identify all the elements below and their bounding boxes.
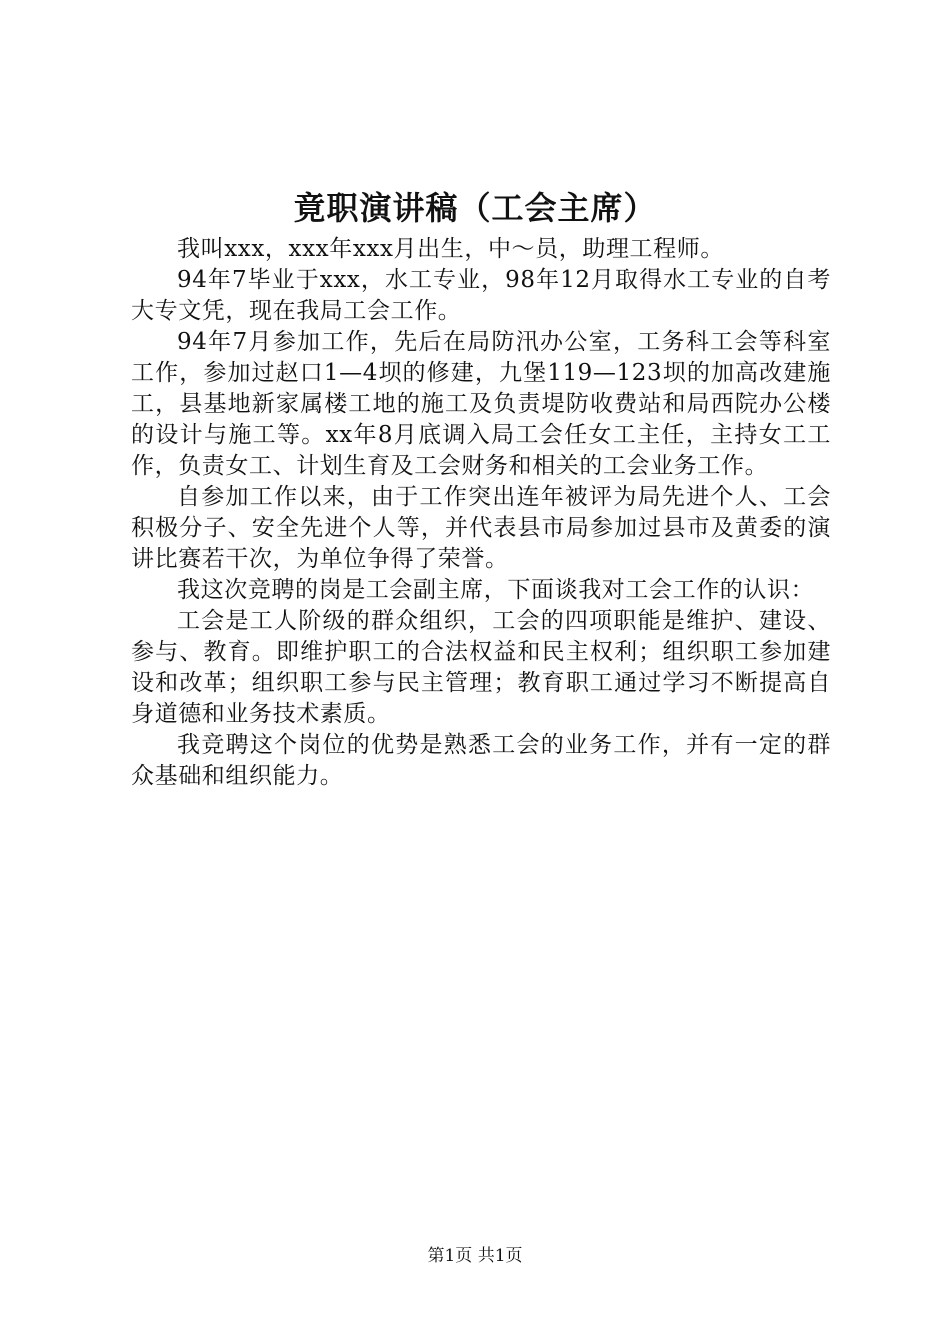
page-number-footer: 第1页 共1页 xyxy=(427,1246,523,1266)
document-body xyxy=(131,234,831,792)
paragraph-work-history: 94年7月参加工作，先后在局防汛办公室，工务科工会等科室工作，参加过赵口1—4坝的修建，九堡119—123坝的加高改建施工，县基地新家属楼工地的施工及负责堤防收费站和局西院办公楼的设计与施工等。xx年8月底调入局工会任女工主任，主持女工工作，负责女工、计划生育及工会财务和相关的工会业务工作。 xyxy=(131,329,831,479)
paragraph-position: 我这次竞聘的岗是工会副主席，下面谈我对工会工作的认识： xyxy=(177,577,815,603)
paragraph-union-functions: 工会是工人阶级的群众组织，工会的四项职能是维护、建设、参与、教育。即维护职工的合法权益和民主权利；组织职工参加建设和改革；组织职工参与民主管理；教育职工通过学习不断提高自身道德和业务技术素质。 xyxy=(131,608,831,727)
paragraph-advantages: 我竞聘这个岗位的优势是熟悉工会的业务工作，并有一定的群众基础和组织能力。 xyxy=(131,732,831,789)
document-title: 竟职演讲稿（工会主席） xyxy=(293,189,657,227)
paragraph-intro: 我叫xxx，xxx年xxx月出生，中～员，助理工程师。 xyxy=(177,236,724,262)
paragraph-honors: 自参加工作以来，由于工作突出连年被评为局先进个人、工会积极分子、安全先进个人等，并代表县市局参加过县市及黄委的演讲比赛若干次，为单位争得了荣誉。 xyxy=(131,484,831,572)
paragraph-education: 94年7毕业于xxx，水工专业，98年12月取得水工专业的自考大专文凭，现在我局工会工作。 xyxy=(131,267,831,324)
